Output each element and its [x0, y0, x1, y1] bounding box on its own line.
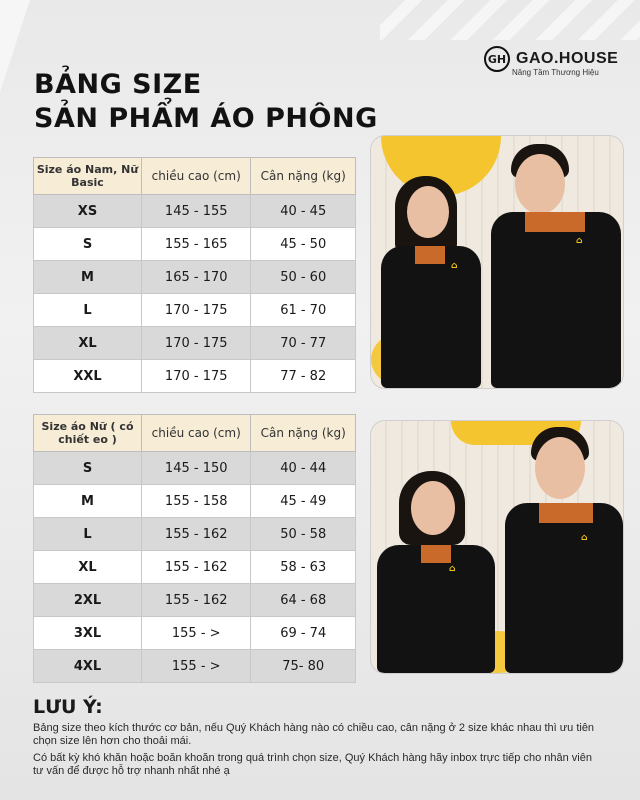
cell-size: 2XL	[34, 584, 142, 617]
size-table-women	[33, 414, 356, 683]
cell-height: 155 - 162	[142, 551, 251, 584]
decorative-stripes	[380, 0, 640, 40]
table-header-row	[34, 415, 356, 452]
note-paragraph-2: Có bất kỳ khó khăn hoặc boăn khoăn trong quá trình chọn size, Quý Khách hàng hãy inbox trực tiếp cho nhân viên tư vấn để được hỗ trợ nhanh nhất nhé ạ	[33, 752, 592, 777]
cell-height: 170 - 175	[142, 327, 251, 360]
cell-weight: 45 - 50	[251, 228, 356, 261]
header-weight: Cân nặng (kg)	[251, 415, 356, 452]
cell-weight: 64 - 68	[251, 584, 356, 617]
cell-weight: 70 - 77	[251, 327, 356, 360]
table-row	[34, 327, 356, 360]
cell-size: XS	[34, 195, 142, 228]
table-row	[34, 228, 356, 261]
cell-size: S	[34, 228, 142, 261]
table-row	[34, 485, 356, 518]
cell-weight: 50 - 60	[251, 261, 356, 294]
title-line-1: BẢNG SIZE	[34, 69, 202, 100]
cell-weight: 69 - 74	[251, 617, 356, 650]
cell-size: M	[34, 485, 142, 518]
cell-size: 4XL	[34, 650, 142, 683]
cell-height: 155 - 158	[142, 485, 251, 518]
table-row	[34, 584, 356, 617]
header-size: Size áo Nam, Nữ Basic	[34, 158, 142, 195]
cell-height: 155 - >	[142, 650, 251, 683]
page-title	[34, 68, 378, 136]
table-row	[34, 650, 356, 683]
note-title: LƯU Ý:	[33, 696, 103, 718]
cell-size: XXL	[34, 360, 142, 393]
cell-size: 3XL	[34, 617, 142, 650]
brand-logo-icon: GH	[484, 46, 510, 72]
table-row	[34, 261, 356, 294]
cell-size: S	[34, 452, 142, 485]
cell-size: L	[34, 518, 142, 551]
product-photo-couple-1: ⌂ ⌂	[371, 136, 623, 388]
brand-tagline: Nâng Tầm Thương Hiệu	[512, 68, 599, 77]
table-header-row	[34, 158, 356, 195]
cell-size: XL	[34, 327, 142, 360]
table-row	[34, 452, 356, 485]
cell-height: 165 - 170	[142, 261, 251, 294]
cell-weight: 77 - 82	[251, 360, 356, 393]
cell-size: L	[34, 294, 142, 327]
table-row	[34, 360, 356, 393]
title-line-2: SẢN PHẨM ÁO PHÔNG	[34, 103, 378, 134]
header-height: chiều cao (cm)	[142, 415, 251, 452]
size-table-basic	[33, 157, 356, 393]
table-row	[34, 551, 356, 584]
cell-height: 145 - 150	[142, 452, 251, 485]
table-row	[34, 617, 356, 650]
cell-weight: 40 - 44	[251, 452, 356, 485]
cell-weight: 61 - 70	[251, 294, 356, 327]
cell-height: 155 - 162	[142, 584, 251, 617]
table-row	[34, 518, 356, 551]
header-weight: Cân nặng (kg)	[251, 158, 356, 195]
brand-name: GAO.HOUSE	[516, 50, 619, 67]
cell-height: 170 - 175	[142, 360, 251, 393]
cell-weight: 45 - 49	[251, 485, 356, 518]
cell-weight: 50 - 58	[251, 518, 356, 551]
cell-height: 155 - 165	[142, 228, 251, 261]
header-height: chiều cao (cm)	[142, 158, 251, 195]
cell-size: M	[34, 261, 142, 294]
decorative-corner	[0, 0, 30, 92]
table-row	[34, 195, 356, 228]
header-size: Size áo Nữ ( có chiết eo )	[34, 415, 142, 452]
table-row	[34, 294, 356, 327]
cell-weight: 75- 80	[251, 650, 356, 683]
cell-weight: 40 - 45	[251, 195, 356, 228]
note-paragraph-1: Bảng size theo kích thước cơ bản, nếu Quý Khách hàng nào có chiều cao, cân nặng ở 2 size khác nhau thì ưu tiên chọn size lên hơn cho thoải mái.	[33, 722, 595, 747]
cell-height: 155 - >	[142, 617, 251, 650]
cell-size: XL	[34, 551, 142, 584]
cell-height: 155 - 162	[142, 518, 251, 551]
cell-height: 145 - 155	[142, 195, 251, 228]
cell-weight: 58 - 63	[251, 551, 356, 584]
cell-height: 170 - 175	[142, 294, 251, 327]
product-photo-couple-2: ⌂ ⌂	[371, 421, 623, 673]
